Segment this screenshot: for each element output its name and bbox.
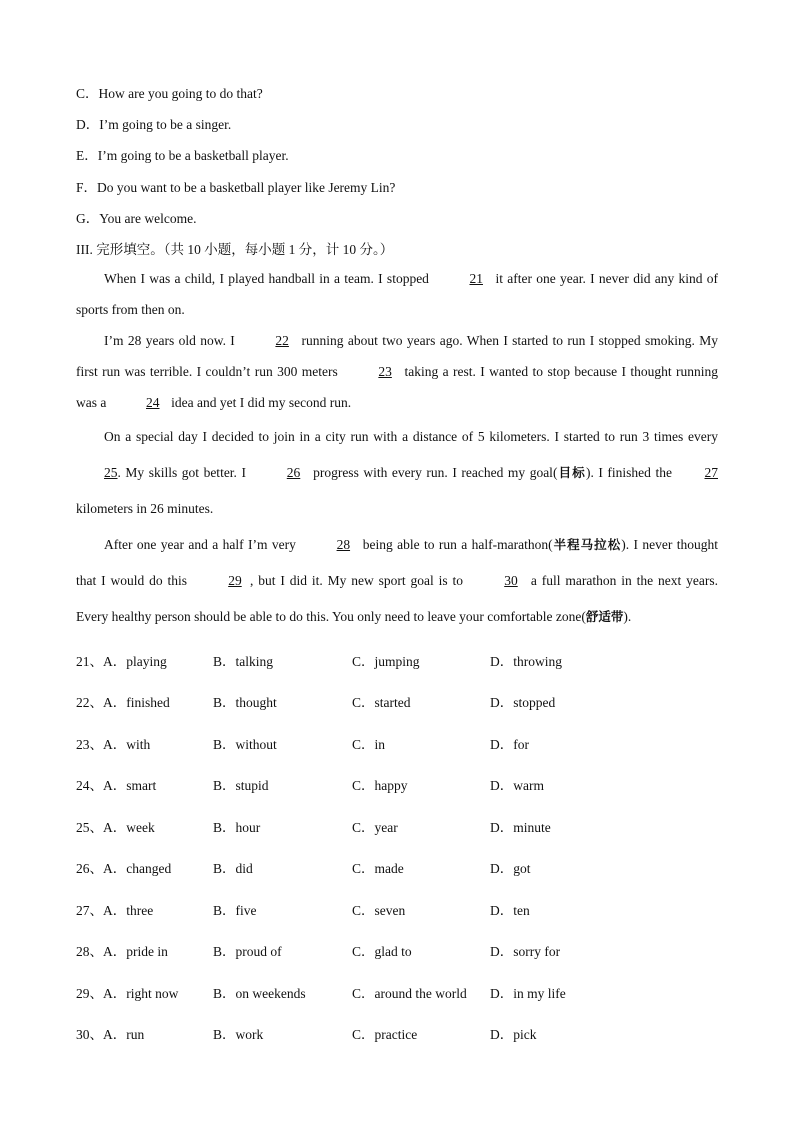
option-a: 29、A．right now: [76, 986, 179, 1001]
passage-paragraph-1: [76, 263, 718, 325]
option-d: D．sorry for: [490, 944, 561, 959]
option-a: 28、A．pride in: [76, 944, 168, 959]
option-c: C．made: [352, 861, 404, 876]
question-row: [76, 982, 716, 1002]
passage-paragraph-2: [76, 325, 718, 418]
answer-option-d: D．I’m going to be a singer.: [76, 117, 232, 132]
option-a: 21、A．playing: [76, 654, 167, 669]
blank-24: 24: [146, 395, 160, 410]
option-c: C．practice: [352, 1027, 418, 1042]
option-a: 22、A．finished: [76, 695, 170, 710]
passage-text: ). I never thought that I would do this: [76, 537, 718, 588]
option-c: C．started: [352, 695, 411, 710]
option-a: 30、A．run: [76, 1027, 145, 1042]
passage-text: progress with every run. I reached my goal(: [308, 465, 558, 480]
chinese-gloss: 半程马拉松: [552, 537, 622, 552]
option-c: C．happy: [352, 778, 408, 793]
answer-option-g: G．You are welcome.: [76, 211, 197, 226]
question-row: [76, 1023, 716, 1043]
question-row: [76, 650, 716, 670]
option-d: D．warm: [490, 778, 544, 793]
question-row: [76, 691, 716, 711]
blank-27: 27: [704, 465, 718, 480]
answer-option-f: F．Do you want to be a basketball player like Jeremy Lin?: [76, 180, 396, 195]
option-a: 23、A．with: [76, 737, 151, 752]
option-b: B．proud of: [213, 944, 282, 959]
option-a: 24、A．smart: [76, 778, 157, 793]
option-b: B．thought: [213, 695, 277, 710]
blank-25: 25: [104, 465, 118, 480]
passage-text: it after one year. I never did any kind of sports from then on.: [76, 271, 718, 317]
option-b: B．without: [213, 737, 277, 752]
section-title: III. 完形填空。（共 10 小题，每小题 1 分，计 10 分。）: [76, 242, 394, 257]
option-d: D．stopped: [490, 695, 556, 710]
option-d: D．ten: [490, 903, 530, 918]
passage-text: kilometers in 26 minutes.: [76, 501, 214, 516]
passage-text: When I was a child, I played handball in a team. I stopped: [104, 271, 434, 286]
passage-text: idea and yet I did my second run.: [167, 395, 352, 410]
passage-text: ).: [623, 609, 632, 624]
passage-paragraph-3: [76, 419, 718, 527]
option-b: B．work: [213, 1027, 264, 1042]
option-a: 26、A．changed: [76, 861, 172, 876]
option-d: D．minute: [490, 820, 551, 835]
option-d: D．got: [490, 861, 531, 876]
option-d: D．pick: [490, 1027, 537, 1042]
question-row: [76, 733, 716, 753]
option-c: C．year: [352, 820, 398, 835]
option-c: C．seven: [352, 903, 406, 918]
question-row: [76, 899, 716, 919]
option-b: B．talking: [213, 654, 273, 669]
option-b: B．on weekends: [213, 986, 306, 1001]
option-b: B．did: [213, 861, 253, 876]
chinese-gloss: 舒适带: [585, 609, 624, 624]
passage-text: running about two years ago. When I started to run I stopped smoking. My first run was terrible. I couldn’t run 300 meters: [76, 333, 718, 379]
passage-text: being able to run a half-marathon(: [358, 537, 553, 552]
blank-28: 28: [336, 537, 351, 552]
passage-text: , but I did it. My new sport goal is to: [249, 573, 468, 588]
option-c: C．around the world: [352, 986, 467, 1001]
blank-29: 29: [228, 573, 242, 588]
passage-text: taking a rest. I wanted to stop because I thought running was a: [76, 364, 718, 410]
passage-text: ). I finished the: [585, 465, 677, 480]
question-row: [76, 857, 716, 877]
passage-text: After one year and a half I’m very: [104, 537, 301, 552]
answer-option-c: C．How are you going to do that?: [76, 86, 263, 101]
passage-text: a full marathon in the next years. Every healthy person should be able to do this. You only need to leave your comfortable zone(: [76, 573, 718, 624]
question-row: [76, 816, 716, 836]
option-c: C．jumping: [352, 654, 420, 669]
option-a: 25、A．week: [76, 820, 155, 835]
option-d: D．for: [490, 737, 529, 752]
answer-option-e: E．I’m going to be a basketball player.: [76, 148, 289, 163]
blank-21: 21: [469, 271, 483, 286]
option-d: D．throwing: [490, 654, 562, 669]
option-d: D．in my life: [490, 986, 566, 1001]
option-b: B．five: [213, 903, 257, 918]
blank-23: 23: [378, 364, 392, 379]
question-row: [76, 774, 716, 794]
option-b: B．hour: [213, 820, 261, 835]
option-c: C．glad to: [352, 944, 412, 959]
passage-text: On a special day I decided to join in a city run with a distance of 5 kilometers. I started to run 3 times every: [104, 429, 718, 444]
chinese-gloss: 目标: [557, 465, 586, 480]
passage-text: . My skills got better. I: [117, 465, 251, 480]
option-c: C．in: [352, 737, 386, 752]
blank-22: 22: [275, 333, 289, 348]
blank-26: 26: [286, 465, 301, 480]
question-row: [76, 940, 716, 960]
option-a: 27、A．three: [76, 903, 154, 918]
option-b: B．stupid: [213, 778, 269, 793]
passage-paragraph-4: [76, 527, 718, 635]
passage-text: I’m 28 years old now. I: [104, 333, 240, 348]
blank-30: 30: [504, 573, 518, 588]
